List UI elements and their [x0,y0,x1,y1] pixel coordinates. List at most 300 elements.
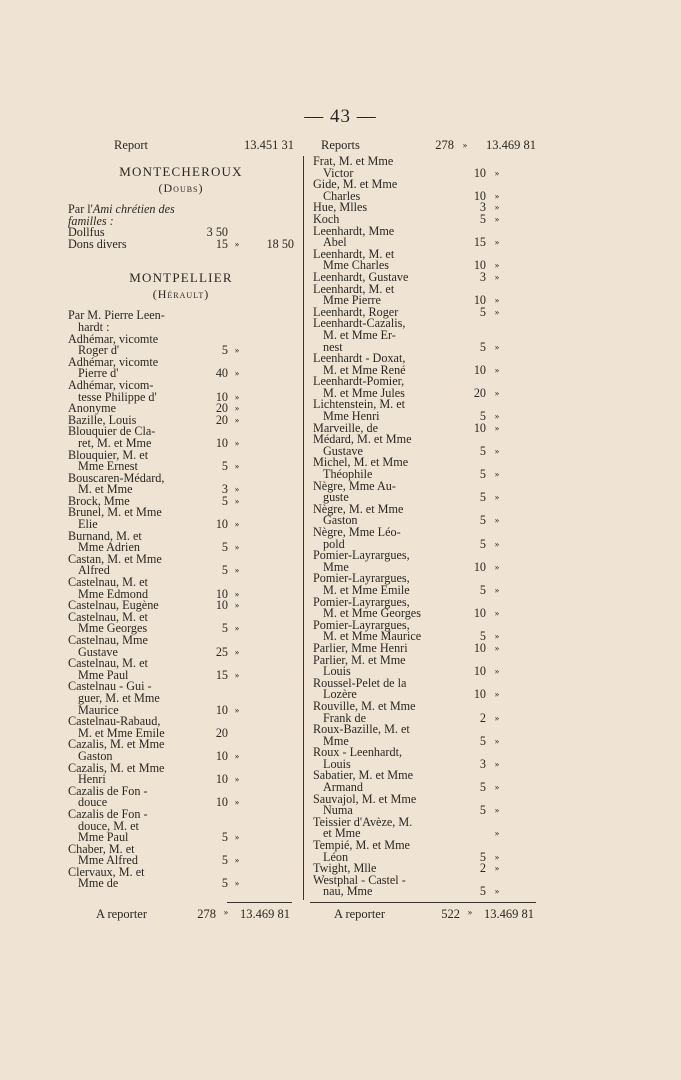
right-header-amount: 13.469 81 [486,138,536,153]
entry-name [313,814,464,841]
right-header [313,138,536,154]
list-item [313,698,536,725]
entry-mark: » [494,237,500,248]
entry-name-line: Castelnau, M. et [68,575,148,590]
entry-amount: 10 [473,664,486,679]
entry-mark: » [494,364,500,375]
entry-mark: » [494,515,500,526]
entry-name-line: Hue, Mlles [313,200,368,215]
entry-name [313,527,464,550]
entry-name [68,864,202,891]
list-item [68,760,294,787]
entry-name-line: Gustave [78,644,118,659]
entry-name-line: Armand [323,780,363,795]
entry-amount: 10 [215,389,228,404]
list-item [313,202,536,214]
entry-name-line: Dons divers [68,236,127,251]
entry-name [68,507,202,530]
entry-name-line: M. et Mme René [323,362,406,377]
entry-mark: » [494,886,500,897]
entry-name [68,470,202,497]
entry-name [313,156,464,179]
entry-amount: 5 [479,304,486,319]
entry-name-line: M. et Mme Georges [323,606,421,621]
entry-name [313,724,464,747]
right-column [313,138,536,898]
entry-amount: 20 [215,725,228,740]
list-item [313,747,536,770]
entry-name-line: Médard, M. et Mme [313,432,412,447]
entry-name-line: Anonyme [68,401,117,416]
entry-amount: 5 [221,853,228,868]
list-item [68,426,294,449]
entry-amount: 15 [215,667,228,682]
entry-amount: 5 [479,467,486,482]
entry-amount: 5 [479,780,486,795]
entry-name-line: Mme Paul [78,830,129,845]
entry-name-line: Nègre, Mme Léo- [313,525,401,539]
entry-name-line: Leenhardt, Roger [313,304,399,319]
list-item [313,318,536,353]
entry-name-line: Pomier-Layrargues, [313,617,410,632]
entry-name-line: Léon [323,849,349,864]
entry-mark: » [494,712,500,723]
entry-amount: 15 [473,235,486,250]
list-item [68,551,294,578]
entry-amount: 10 [473,559,486,574]
entry-name-line: Cazalis de Fon - [68,806,148,821]
entry-name-line: Castan, M. et Mme [68,551,162,566]
list-item [68,507,294,530]
list-item [68,681,294,716]
entry-name [313,840,464,863]
entry-mark: » [234,646,240,657]
left-header-amount: 13.451 31 [244,138,294,153]
entry-name-line: Pomier-Layrargues, [313,594,410,609]
left-footer-total: 13.469 81 [240,907,290,921]
entry-name-line: Nègre, M. et Mme [313,501,404,516]
entry-mark: » [494,631,500,642]
entry-amount: 3 [479,269,486,284]
entry-name-line: Numa [323,803,353,818]
entry-name-line: Brock, Mme [68,493,130,508]
entry-name-line: Nègre, Mme Au- [313,478,396,493]
entry-amount: 10 [473,165,486,180]
entry-amount: 5 [479,409,486,424]
entry-name [313,617,464,644]
entry-name-line: Dollfus [68,225,105,240]
section-subtitle: (Hérault) [152,287,210,302]
entry-mark: » [494,561,500,572]
entry-amount: 10 [215,795,228,810]
entry-name [313,573,464,596]
entry-name [313,318,464,353]
entry-name-line: ret, M. et Mme [78,435,152,450]
left-sections [68,164,294,890]
right-footer-total: 13.469 81 [484,907,534,921]
list-item [313,550,536,573]
entry-name [313,434,464,457]
entry-mark: » [494,666,500,677]
entry-amount: 5 [221,830,228,845]
entry-name-line: M. et Mme Maurice [323,629,422,644]
list-item [313,223,536,250]
entry-name-line: Leenhardt, M. et [313,246,395,261]
entry-name-line: Alfred [78,563,110,578]
entry-amount: 10 [473,362,486,377]
entry-mark: » [234,600,240,611]
entry-mark: » [234,588,240,599]
entry-name-line: Teissier d'Avèze, M. [313,814,413,829]
page-number: — 43 — [304,106,377,127]
entry-name-line: Mme Paul [78,667,129,682]
entry-amount: 10 [473,420,486,435]
entry-mark: » [494,190,500,201]
entry-amount: 5 [479,490,486,505]
entry-mark: » [234,484,240,495]
entry-amount: 5 [479,211,486,226]
entry-name-line: Tempié, M. et Mme [313,838,410,853]
entry-mark: » [494,608,500,619]
entry-name-line: Louis [323,664,351,679]
entry-amount: 2 [479,710,486,725]
list-item [68,447,294,474]
entry-name-line: Leenhardt, Mme [313,223,395,238]
entry-name-line: Roussel-Pelet de la [313,675,407,690]
entry-name-line: guer, M. et Mme [78,690,160,705]
entry-name [68,447,202,474]
entry-name-line: Rouville, M. et Mme [313,698,416,713]
right-footer-count: 522 [441,907,460,921]
entry-amount: 5 [479,884,486,899]
entry-amount: 5 [221,621,228,636]
entry-name [68,635,202,658]
entry-mark: » [234,461,240,472]
entry-name-line: Blouquier, M. et [68,447,149,462]
entry-name-line: nest [323,339,343,354]
entry-name-line: Adhémar, vicom- [68,377,154,392]
entry-amount: 10 [473,606,486,621]
entry-amount: 40 [215,366,228,381]
entry-name [313,399,464,422]
entry-mark: » [494,260,500,271]
entry-name-line: Victor [323,165,354,180]
section-source-line: hardt : [78,319,110,334]
entry-amount: 5 [221,540,228,555]
entry-name-line: M. et Mme [78,482,133,497]
entry-name [68,783,202,810]
entry-name-line: Chaber, M. et [68,841,135,856]
entry-name [313,478,464,505]
entry-name [68,716,202,739]
entry-mark: » [494,689,500,700]
entry-name-line: Michel, M. et Mme [313,455,409,470]
entry-name [313,353,464,376]
list-item [68,658,294,681]
entry-name-line: Mme [323,733,349,748]
entry-name-line: Blouquier de Cla- [68,424,156,439]
entry-name-line: Mme Pierre [323,293,381,308]
entry-name-line: tesse Philippe d' [78,389,157,404]
list-item [68,354,294,381]
list-item [313,527,536,550]
entry-amount: 10 [215,748,228,763]
list-item [313,457,536,480]
entry-mark: » [234,565,240,576]
list-item [68,528,294,555]
list-item [68,841,294,868]
list-item [313,434,536,457]
section-subtitle: (Doubs) [158,181,204,195]
column-divider [303,156,304,900]
entry-name-line: Maurice [78,702,119,717]
entry-name [313,223,464,250]
section-source-line: Par M. Pierre Leen- [68,308,165,323]
entry-name-line: Pomier-Layrargues, [313,548,410,563]
entry-name-line: Pomier-Layrargues, [313,571,410,586]
entry-amount: 5 [221,343,228,358]
entry-amount: 5 [479,339,486,354]
entry-name-line: Théophile [323,467,373,482]
entry-name [313,698,464,725]
left-header-label: Report [114,138,149,153]
entry-mark: » [494,863,500,874]
entry-name [313,594,464,621]
entry-name-line: Castelnau, Mme [68,633,148,647]
entry-name-line: Bouscaren-Médard, [68,470,165,485]
entry-mark: » [494,387,500,398]
entry-name-line: guste [323,490,349,505]
entry-amount: 5 [479,443,486,458]
entry-name-line: Mme Charles [323,258,390,273]
list-item [68,864,294,891]
entry-amount: 20 [215,412,228,427]
entry-amount: 5 [479,513,486,528]
entry-mark: » [234,391,240,402]
right-header-count: 278 [435,138,454,153]
entry-name-line: Leenhardt-Pomier, [313,374,405,389]
entry-mark: » [234,797,240,808]
section-title: MONTPELLIER [129,270,233,286]
list-item [313,399,536,422]
entry-name [68,806,202,845]
entry-name-line: Gaston [323,513,358,528]
entry-mark: » [494,805,500,816]
entry-name-line: Roger d' [78,343,120,358]
entry-mark: » [494,642,500,653]
entry-name-line: douce, M. et [78,818,139,833]
entry-mark: » [234,345,240,356]
entry-total: 18 50 [266,236,294,251]
entry-amount: 3 [479,756,486,771]
list-item [68,609,294,636]
entry-name-line: M. et Mme Emile [78,725,165,740]
right-footer-label: A reporter [334,907,386,921]
list-item [68,806,294,845]
entry-name-line: Mme Georges [78,621,148,636]
entry-name-line: M. et Mme Jules [323,385,405,400]
list-item [313,791,536,818]
left-footer-label: A reporter [96,907,148,921]
entry-name [68,609,202,636]
list-item [68,331,294,358]
entry-name [313,872,464,899]
entry-name [313,501,464,528]
entry-amount: 25 [215,644,228,659]
entry-name-line: Cazalis, M. et Mme [68,760,165,775]
entry-name-line: Leenhardt, M. et [313,281,395,296]
right-header-mark: » [462,140,468,151]
entry-name [68,681,202,716]
list-item [313,840,536,863]
entry-amount: 5 [479,849,486,864]
entry-amount: 3 50 [206,225,228,240]
entry-name-line: Leenhardt-Cazalis, [313,316,406,331]
entry-mark: » [234,704,240,715]
entry-amount: 5 [479,733,486,748]
entry-mark: » [494,271,500,282]
entry-amount: 10 [215,435,228,450]
entry-name-line: et Mme [323,826,361,841]
entry-mark: » [234,855,240,866]
entry-mark: » [234,669,240,680]
entry-mark: » [494,202,500,213]
entry-name [68,760,202,787]
entry-amount: 10 [473,188,486,203]
entry-mark: » [494,445,500,456]
entry-name-line: Parlier, M. et Mme [313,652,406,667]
entry-name-line: Koch [313,211,340,226]
entry-name [313,179,464,202]
entry-name [68,236,202,251]
entry-name-line: Frank de [323,710,366,725]
entry-mark: » [494,422,500,433]
list-item [313,675,536,702]
section-source [68,204,178,227]
entry-name-line: Mme Ernest [78,459,138,474]
list-item [313,594,536,621]
entry-mark: » [494,213,500,224]
list-item [313,179,536,202]
entry-name-line: Cazalis de Fon - [68,783,148,798]
left-footer-mark: » [223,907,229,917]
list-item [68,635,294,658]
entry-name [313,791,464,818]
entry-name-line: Mme Henri [323,409,380,424]
entry-amount: 5 [479,629,486,644]
entry-amount: 5 [221,459,228,474]
entry-name-line: Brunel, M. et Mme [68,505,162,520]
entry-name [313,747,464,770]
list-item [68,377,294,404]
entry-name-line: Mme Adrien [78,540,140,555]
list-item [313,246,536,273]
source-prefix: Par l' [68,202,93,216]
list-item [313,353,536,376]
entry-mark: » [494,782,500,793]
entry-mark: » [234,774,240,785]
entry-amount: 5 [221,563,228,578]
entry-name-line: Castelnau - Gui - [68,679,152,694]
entry-mark: » [234,542,240,553]
entry-name-line: Westphal - Castel - [313,872,406,887]
entry-mark: » [234,414,240,425]
entry-mark: » [234,403,240,414]
list-item [313,281,536,308]
right-entries [313,156,536,898]
entry-name-line: Roux - Leenhardt, [313,745,403,760]
entry-amount: 10 [215,586,228,601]
entry-name [313,652,464,679]
entry-name [313,376,464,399]
left-header [68,138,294,154]
left-footer [72,902,290,922]
source-italic: Ami chrétien des familles : [68,202,175,228]
list-item [313,501,536,528]
entry-amount: 10 [473,258,486,273]
left-footer-count: 278 [197,907,216,921]
list-item [313,617,536,644]
entry-mark: » [494,538,500,549]
list-item [68,716,294,739]
list-item [68,783,294,810]
entry-name-line: Elie [78,517,98,532]
left-column [68,138,294,890]
entry-name-line: Adhémar, vicomte [68,354,159,369]
entry-mark: » [494,295,500,306]
entry-mark: » [234,750,240,761]
entry-name [68,739,202,762]
entry-amount: 3 [479,200,486,215]
entry-name-line: Henri [78,772,106,787]
entry-name-line: M. et Mme Emile [323,582,410,597]
entry-amount: 5 [221,493,228,508]
entry-amount: 10 [215,702,228,717]
entry-name-line: Adhémar, vicomte [68,331,159,346]
entry-name-line: M. et Mme Er- [323,327,396,342]
entry-amount: 10 [215,598,228,613]
right-footer [310,902,534,922]
list-item [313,814,536,841]
entry-name-line: Leenhardt, Gustave [313,269,409,284]
entry-mark: » [234,832,240,843]
section-title: MONTECHEROUX [119,164,243,179]
right-header-label: Reports [321,138,360,153]
entry-name-line: Sauvajol, M. et Mme [313,791,417,806]
entry-amount: 10 [473,293,486,308]
entry-mark: » [234,368,240,379]
entry-name [68,658,202,681]
entry-amount: 15 [215,236,228,251]
entry-name [68,377,202,404]
entry-mark: » [494,167,500,178]
entry-name-line: pold [323,536,345,551]
entry-name-line: Roux-Bazille, M. et [313,722,410,737]
entry-mark: » [234,437,240,448]
entry-name [68,841,202,868]
entry-mark: » [234,519,240,530]
entry-name-line: Castelnau, M. et [68,609,148,624]
entry-name-line: douce [78,795,108,810]
entry-name-line: Bazille, Louis [68,412,137,427]
entry-name-line: Burnand, M. et [68,528,142,543]
list-item [313,376,536,399]
entry-name-line: Clervaux, M. et [68,864,145,879]
entry-mark: » [494,584,500,595]
list-item [313,478,536,505]
entry-name [313,246,464,273]
entry-mark: » [494,341,500,352]
